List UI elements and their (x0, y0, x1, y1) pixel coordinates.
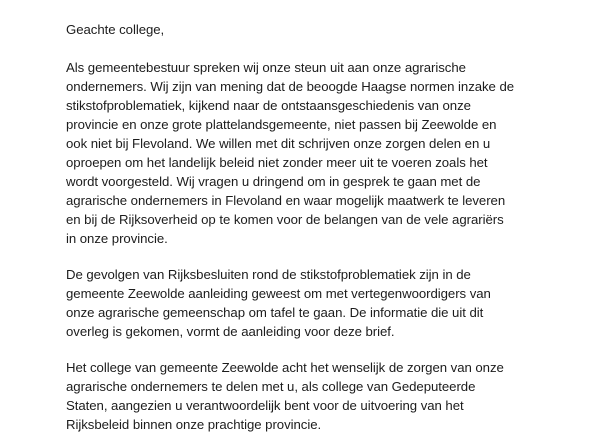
paragraph-line: onze agrarische gemeenschap om tafel te gaan. De informatie die uit dit (66, 305, 484, 320)
paragraph-line: Het college van gemeente Zeewolde acht het wenselijk de zorgen van onze (66, 360, 504, 375)
paragraph-line: Rijksbeleid binnen onze prachtige provincie. (66, 417, 322, 432)
paragraph-line: in onze provincie. (66, 231, 168, 246)
paragraph-line: agrarische ondernemers te delen met u, als college van Gedeputeerde (66, 379, 476, 394)
paragraph-line: overleg is gekomen, vormt de aanleiding voor deze brief. (66, 324, 395, 339)
letter-salutation: Geachte college, (66, 22, 165, 37)
paragraph-line: en bij de Rijksoverheid op te komen voor de belangen van de vele agrariërs (66, 212, 504, 227)
paragraph-line: Als gemeentebestuur spreken wij onze steun uit aan onze agrarische (66, 60, 466, 75)
paragraph-line: gemeente Zeewolde aanleiding geweest om met vertegenwoordigers van (66, 286, 491, 301)
paragraph-line: De gevolgen van Rijksbesluiten rond de stikstofproblematiek zijn in de (66, 267, 471, 282)
paragraph-line: Staten, aangezien u verantwoordelijk bent voor de uitvoering van het (66, 398, 464, 413)
paragraph-line: wordt voorgesteld. Wij vragen u dringend om in gesprek te gaan met de (66, 174, 481, 189)
paragraph-line: agrarische ondernemers in Flevoland en waar mogelijk maatwerk te leveren (66, 193, 506, 208)
paragraph-line: stikstofproblematiek, kijkend naar de ontstaansgeschiedenis van onze (66, 98, 471, 113)
paragraph-line: ook niet bij Flevoland. We willen met dit schrijven onze zorgen delen en u (66, 136, 491, 151)
paragraph-line: ondernemers. Wij zijn van mening dat de beoogde Haagse normen inzake de (66, 79, 515, 94)
paragraph-line: provincie en onze grote plattelandsgemeente, niet passen bij Zeewolde en (66, 117, 497, 132)
paragraph-line: oproepen om het landelijk beleid niet zonder meer uit te voeren zoals het (66, 155, 488, 170)
